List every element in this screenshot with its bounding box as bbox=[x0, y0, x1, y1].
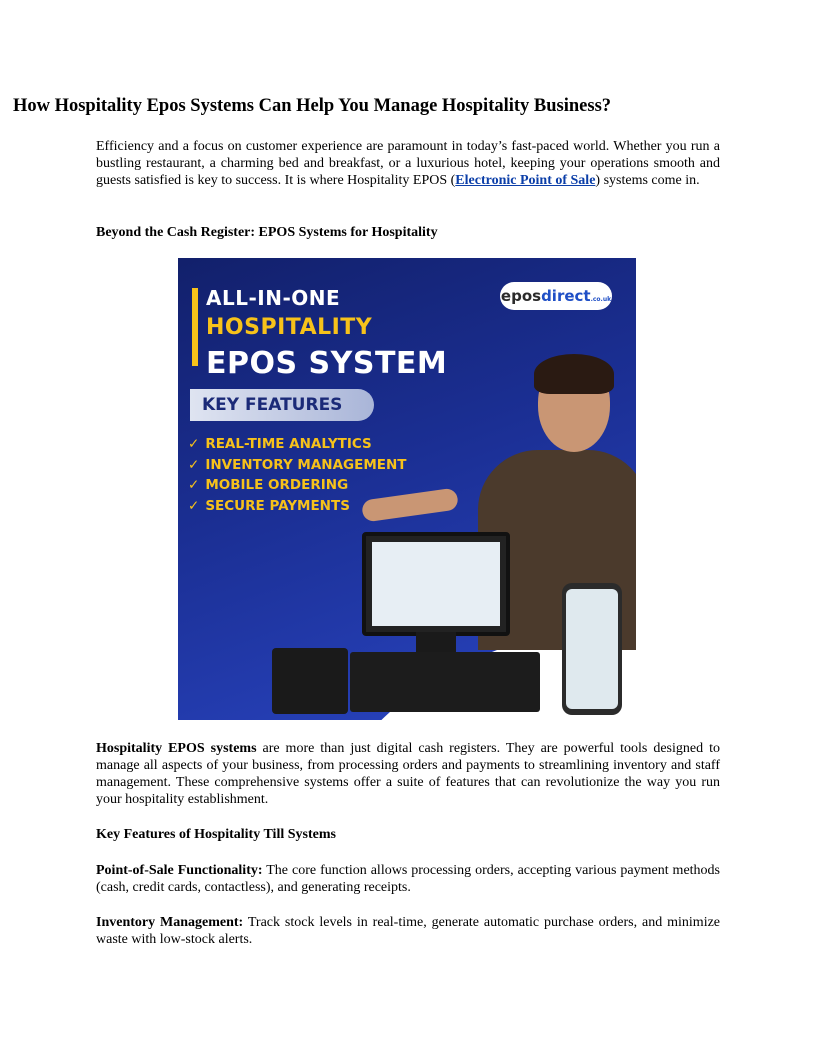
section-heading-beyond-cash-register: Beyond the Cash Register: EPOS Systems for Hospitality bbox=[96, 225, 438, 240]
feature-point-of-sale bbox=[96, 862, 720, 896]
yellow-accent-bar bbox=[192, 288, 198, 366]
receipt-printer-icon bbox=[272, 648, 348, 714]
feature-inventory-label: Inventory Management: bbox=[96, 915, 244, 930]
promo-feature-item: ✓ SECURE PAYMENTS bbox=[188, 497, 350, 514]
epos-description-text: are more than just digital cash registers. They are powerful tools designed to manage all aspects of your business, from processing orders and payments to streamlining inventory and staff management. These comprehensive systems offer a suite of features that can revolutionize the way you run your hospitality establishment. bbox=[96, 741, 720, 807]
promo-feature-item: ✓ INVENTORY MANAGEMENT bbox=[188, 456, 407, 473]
promo-image bbox=[178, 258, 636, 720]
handheld-device-icon bbox=[562, 583, 622, 715]
eposdirect-logo: eposdirect.co.uk bbox=[500, 282, 612, 310]
page-title: How Hospitality Epos Systems Can Help You Manage Hospitality Business? bbox=[12, 96, 612, 116]
check-icon: ✓ bbox=[188, 456, 200, 473]
promo-line-all-in-one: ALL-IN-ONE bbox=[206, 286, 341, 310]
feature-pos-text: The core function allows processing orders, accepting various payment methods (cash, credit cards, contactless), and generating receipts. bbox=[96, 863, 721, 895]
person-illustration-hair bbox=[534, 354, 614, 394]
electronic-point-of-sale-link[interactable]: Electronic Point of Sale bbox=[455, 173, 596, 188]
intro-text-start: Efficiency and a focus on customer experience are paramount in today’s fast-paced world. Whether you run a bustling restaurant, a charming bed and breakfast, or a luxurious hotel, keeping your operations smooth and guests satisfied is key to success. It is where Hospitality EPOS ( bbox=[96, 139, 720, 188]
feature-pos-label: Point-of-Sale Functionality: bbox=[96, 863, 263, 878]
feature-inventory-management bbox=[96, 914, 720, 948]
cash-drawer-icon bbox=[350, 652, 540, 712]
promo-feature-item: ✓ MOBILE ORDERING bbox=[188, 477, 349, 493]
section-heading-key-features: Key Features of Hospitality Till Systems bbox=[96, 827, 336, 842]
intro-text-end: ) systems come in. bbox=[595, 173, 700, 188]
promo-feature-item: ✓ REAL-TIME ANALYTICS bbox=[188, 436, 372, 452]
pos-terminal-icon bbox=[362, 532, 510, 636]
check-icon: ✓ bbox=[188, 436, 200, 452]
promo-line-hospitality: HOSPITALITY bbox=[206, 315, 373, 340]
feature-inventory-text: Track stock levels in real-time, generate automatic purchase orders, and minimize waste with low-stock alerts. bbox=[96, 915, 721, 947]
key-features-badge: KEY FEATURES bbox=[190, 389, 374, 421]
intro-paragraph bbox=[96, 138, 720, 189]
check-icon: ✓ bbox=[188, 477, 200, 493]
epos-description-paragraph bbox=[96, 740, 720, 808]
promo-line-epos-system: EPOS SYSTEM bbox=[206, 346, 448, 381]
check-icon: ✓ bbox=[188, 497, 200, 514]
epos-systems-bold: Hospitality EPOS systems bbox=[96, 741, 257, 756]
pos-stand-shape bbox=[416, 632, 456, 654]
